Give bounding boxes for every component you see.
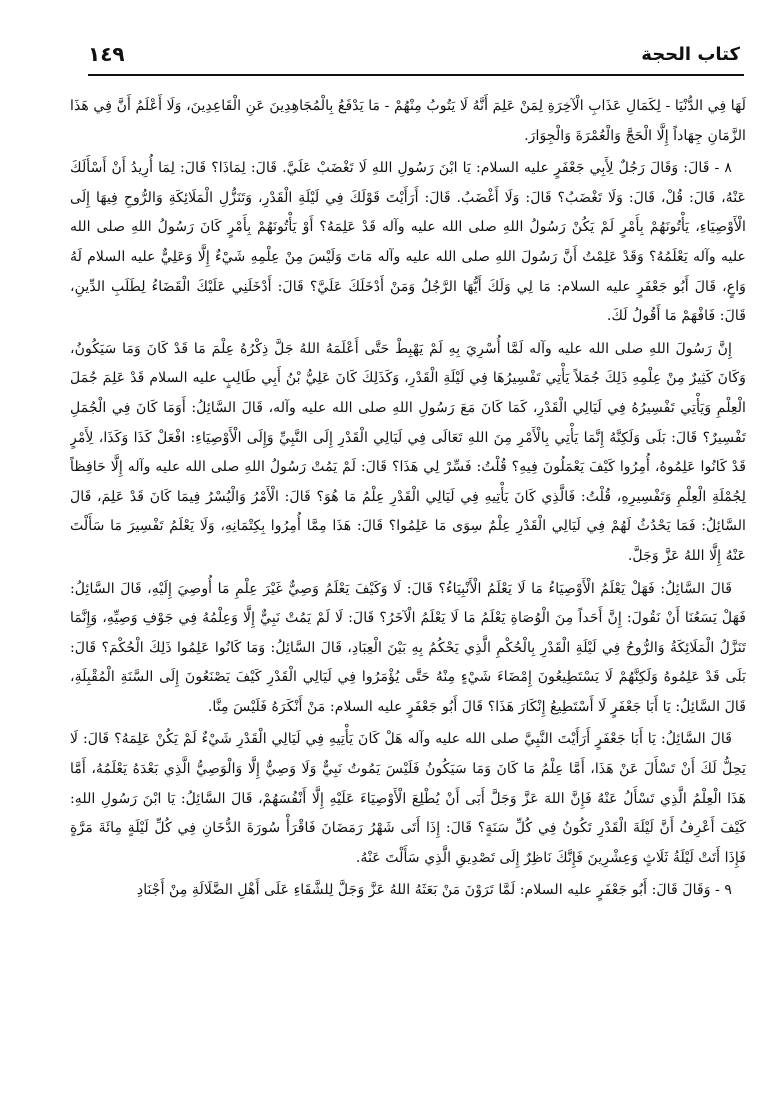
paragraph-1: لَهَا فِي الدُّنْيَا - لِكَمَالِ عَذَابِ الْآخِرَةِ لِمَنْ عَلِمَ أَنَّهُ لَا يَتُوبُ مِنْهُمْ - مَا يَدْفَعُ بِالْمُجَاهِدِينَ عَنِ الْقَاعِدِينَ، وَلَا أَعْلَمُ أَنَّ فِي هَذَا الزَّمَانِ جِهَاداً إِلَّا الْحَجَّ وَالْعُمْرَةَ وَالْجِوَارَ.	[70, 98, 746, 144]
paragraph-3: إِنَّ رَسُولَ اللهِ صلى الله عليه وآله لَمَّا أُسْرِيَ بِهِ لَمْ يَهْبِطْ حَتَّى أَعْلَمَهُ اللهُ جَلَّ ذِكْرُهُ عِلْمَ مَا قَدْ كَانَ وَمَا سَيَكُونُ، وَكَانَ كَثِيرٌ مِنْ عِلْمِهِ ذَلِكَ جُمَلاً يَأْتِي تَفْسِيرُهَا فِي لَيْلَةِ الْقَدْرِ، وَكَذَلِكَ كَانَ عَلِيُّ بْنُ أَبِي طَالِبٍ عليه السلام قَدْ عَلِمَ جُمَلَ الْعِلْمِ وَيَأْتِي تَفْسِيرُهُ فِي لَيَالِي الْقَدْرِ، كَمَا كَانَ مَعَ رَسُولِ اللهِ صلى الله عليه وآله، قَالَ السَّائِلُ: أَوَمَا كَانَ فِي الْجُمَلِ تَفْسِيرٌ؟ قَالَ: بَلَى وَلَكِنَّهُ إِنَّمَا يَأْتِي بِالْأَمْرِ مِنَ اللهِ تَعَالَى فِي لَيَالِي الْقَدْرِ إِلَى النَّبِيِّ وَإِلَى الْأَوْصِيَاءِ: افْعَلْ كَذَا وَكَذَا، لِأَمْرٍ قَدْ كَانُوا عَلِمُوهُ، أُمِرُوا كَيْفَ يَعْمَلُونَ فِيهِ؟ قُلْتُ: فَسِّرْ لِي هَذَا؟ قَالَ: لَمْ يَمُتْ رَسُولُ اللهِ صلى الله عليه وآله إِلَّا حَافِظاً لِجُمْلَةِ الْعِلْمِ وَتَفْسِيرِهِ، قُلْتُ: فَالَّذِي كَانَ يَأْتِيهِ فِي لَيَالِي الْقَدْرِ عِلْمُ مَا هُوَ؟ قَالَ: الْأَمْرُ وَالْيُسْرُ فِيمَا كَانَ قَدْ عَلِمَ، قَالَ السَّائِلُ: فَمَا يَحْدُثُ لَهُمْ فِي لَيَالِي الْقَدْرِ عِلْمٌ سِوَى مَا عَلِمُوا؟ قَالَ: هَذَا مِمَّا أُمِرُوا بِكِتْمَانِهِ، وَلَا يَعْلَمُ تَفْسِيرَ مَا سَأَلْتَ عَنْهُ إِلَّا اللهُ عَزَّ وَجَلَّ.	[70, 340, 746, 564]
page-number: ١٤٩	[88, 42, 125, 66]
paragraph-2: ٨ - قَالَ: وَقَالَ رَجُلٌ لِأَبِي جَعْفَرٍ عليه السلام: يَا ابْنَ رَسُولِ اللهِ لَا تَغْضَبْ عَلَيَّ. قَالَ: لِمَاذَا؟ قَالَ: لِمَا أُرِيدُ أَنْ أَسْأَلَكَ عَنْهُ، قَالَ: قُلْ، قَالَ: وَلَا تَغْضَبُ؟ قَالَ: وَلَا أَغْضَبُ. قَالَ: أَرَأَيْتَ قَوْلَكَ فِي لَيْلَةِ الْقَدْرِ، وَتَنَزُّلِ الْمَلَائِكَةِ وَالرُّوحِ فِيهَا إِلَى الْأَوْصِيَاءِ، يَأْتُونَهُمْ بِأَمْرٍ لَمْ يَكُنْ رَسُولُ اللهِ صلى الله عليه وآله قَدْ عَلِمَهُ؟ أَوْ يَأْتُونَهُمْ بِأَمْرٍ كَانَ رَسُولُ اللهِ صلى الله عليه وآله يَعْلَمُهُ؟ وَقَدْ عَلِمْتُ أَنَّ رَسُولَ اللهِ صلى الله عليه وآله مَاتَ وَلَيْسَ مِنْ عِلْمِهِ شَيْءٌ إِلَّا وَعَلِيٌّ عليه السلام لَهُ وَاعٍ، قَالَ أَبُو جَعْفَرٍ عليه السلام: مَا لِي وَلَكَ أَيُّهَا الرَّجُلُ وَمَنْ أَدْخَلَكَ عَلَيَّ؟ قَالَ: أَدْخَلَنِي عَلَيْكَ الْقَضَاءُ لِطَلَبِ الدِّينِ، قَالَ: فَافْهَمْ مَا أَقُولُ لَكَ.	[70, 160, 746, 325]
paragraph-6: ٩ - وَقَالَ قَالَ: أَبُو جَعْفَرٍ عليه السلام: لَمَّا تَرَوْنَ مَنْ بَعَثَهُ اللهُ عَزَّ وَجَلَّ لِلشَّقَاءِ عَلَى أَهْلِ الضَّلَالَةِ مِنْ أَجْنَادِ	[136, 882, 732, 899]
header-rule	[88, 74, 744, 76]
page-header	[88, 42, 740, 72]
running-title: كتاب الحجة	[641, 44, 740, 65]
paragraph-4: قَالَ السَّائِلُ: فَهَلْ يَعْلَمُ الْأَوْصِيَاءُ مَا لَا يَعْلَمُ الْأَنْبِيَاءُ؟ قَالَ: لَا وَكَيْفَ يَعْلَمُ وَصِيٌّ غَيْرَ عِلْمِ مَا أُوصِيَ إِلَيْهِ، قَالَ السَّائِلُ: فَهَلْ يَسَعُنَا أَنْ نَقُولَ: إِنَّ أَحَداً مِنَ الْوُصَاةِ يَعْلَمُ مَا لَا يَعْلَمُ الْآخَرُ؟ قَالَ: لَا لَمْ يَمُتْ نَبِيٌّ إِلَّا وَعِلْمُهُ فِي جَوْفِ وَصِيِّهِ، وَإِنَّمَا تَنَزَّلُ الْمَلَائِكَةُ وَالرُّوحُ فِي لَيْلَةِ الْقَدْرِ بِالْحُكْمِ الَّذِي يَحْكُمُ بِهِ بَيْنَ الْعِبَادِ، قَالَ السَّائِلُ: وَمَا كَانُوا عَلِمُوا ذَلِكَ الْحُكْمَ؟ قَالَ: بَلَى قَدْ عَلِمُوهُ وَلَكِنَّهُمْ لَا يَسْتَطِيعُونَ إِمْضَاءَ شَيْءٍ مِنْهُ حَتَّى يُؤْمَرُوا فِي لَيَالِي الْقَدْرِ كَيْفَ يَصْنَعُونَ إِلَى السَّنَةِ الْمُقْبِلَةِ، قَالَ السَّائِلُ: يَا أَبَا جَعْفَرٍ لَا أَسْتَطِيعُ إِنْكَارَ هَذَا؟ قَالَ أَبُو جَعْفَرٍ عليه السلام: مَنْ أَنْكَرَهُ فَلَيْسَ مِنَّا.	[70, 580, 746, 715]
paragraph-5: قَالَ السَّائِلُ: يَا أَبَا جَعْفَرٍ أَرَأَيْتَ النَّبِيَّ صلى الله عليه وآله هَلْ كَانَ يَأْتِيهِ فِي لَيَالِي الْقَدْرِ شَيْءٌ لَمْ يَكُنْ عَلِمَهُ؟ قَالَ: لَا يَحِلُّ لَكَ أَنْ تَسْأَلَ عَنْ هَذَا، أَمَّا عِلْمُ مَا كَانَ وَمَا سَيَكُونُ فَلَيْسَ يَمُوتُ نَبِيٌّ وَلَا وَصِيٌّ إِلَّا وَالْوَصِيُّ الَّذِي بَعْدَهُ يَعْلَمُهُ، أَمَّا هَذَا الْعِلْمُ الَّذِي تَسْأَلُ عَنْهُ فَإِنَّ اللهَ عَزَّ وَجَلَّ أَبَى أَنْ يُطْلِعَ الْأَوْصِيَاءَ عَلَيْهِ إِلَّا أَنْفُسَهُمْ، قَالَ السَّائِلُ: يَا ابْنَ رَسُولِ اللهِ: كَيْفَ أَعْرِفُ أَنَّ لَيْلَةَ الْقَدْرِ تَكُونُ فِي كُلِّ سَنَةٍ؟ قَالَ: إِذَا أَتَى شَهْرُ رَمَضَانَ فَاقْرَأْ سُورَةَ الدُّخَانِ فِي كُلِّ لَيْلَةٍ مِائَةَ مَرَّةٍ فَإِذَا أَتَتْ لَيْلَةُ ثَلَاثٍ وَعِشْرِينَ فَإِنَّكَ نَاظِرٌ إِلَى تَصْدِيقِ الَّذِي سَأَلْتَ عَنْهُ.	[70, 731, 746, 866]
page-body	[70, 92, 746, 1092]
